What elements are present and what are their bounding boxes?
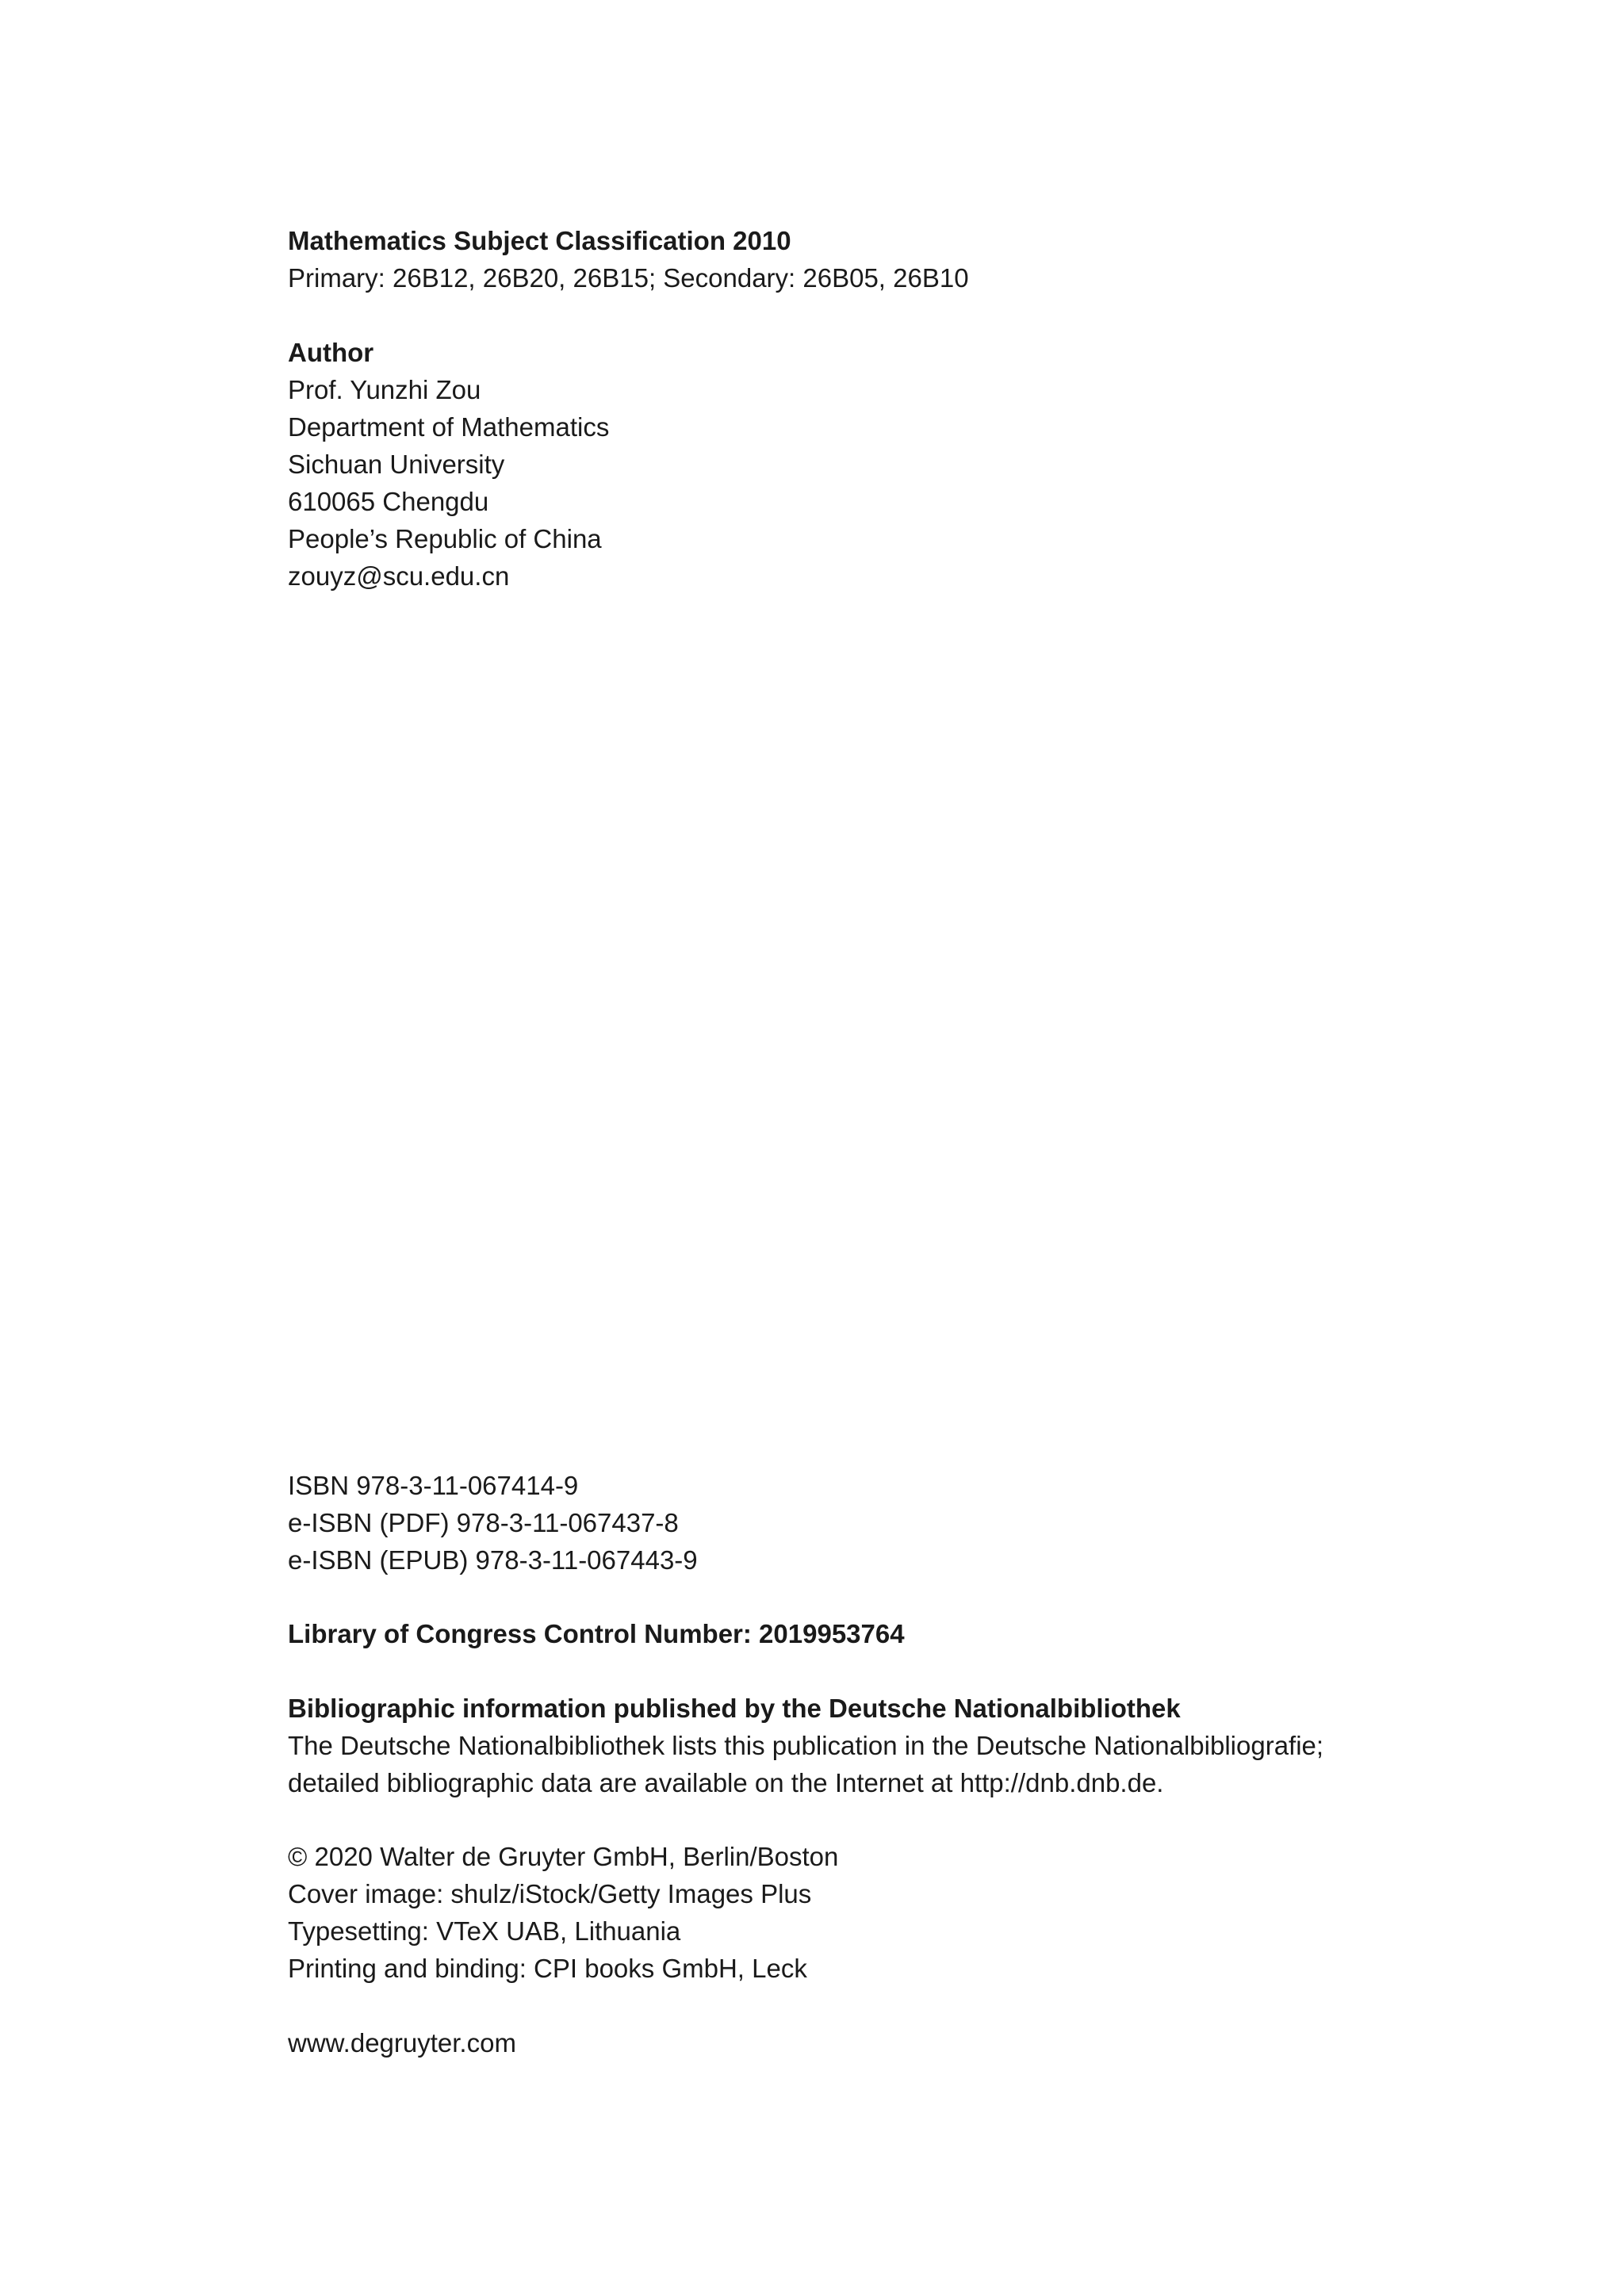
subject-classification-codes: Primary: 26B12, 26B20, 26B15; Secondary: 26B05, 26B10: [288, 263, 969, 293]
subject-classification-block: [288, 222, 1477, 297]
author-block: [288, 334, 1477, 595]
author-department: Department of Mathematics: [288, 412, 610, 442]
printing-credit: Printing and binding: CPI books GmbH, Leck: [288, 1954, 807, 1983]
bibliographic-info-heading: Bibliographic information published by the Deutsche Nationalbibliothek: [288, 1694, 1181, 1723]
author-heading: Author: [288, 338, 374, 367]
author-city: 610065 Chengdu: [288, 487, 489, 516]
library-of-congress-block: [288, 1615, 1477, 1652]
isbn-epub: e-ISBN (EPUB) 978-3-11-067443-9: [288, 1545, 698, 1575]
author-name: Prof. Yunzhi Zou: [288, 375, 481, 404]
bibliographic-info-block: [288, 1690, 1477, 1801]
cover-image-credit: Cover image: shulz/iStock/Getty Images Plus: [288, 1879, 812, 1908]
author-country: People’s Republic of China: [288, 524, 602, 553]
subject-classification-heading: Mathematics Subject Classification 2010: [288, 226, 791, 255]
copyright-block: [288, 1838, 1477, 1987]
website-block: [288, 2024, 1477, 2061]
copyright-notice: © 2020 Walter de Gruyter GmbH, Berlin/Boston: [288, 1842, 839, 1871]
publisher-website: www.degruyter.com: [288, 2028, 516, 2058]
isbn-print: ISBN 978-3-11-067414-9: [288, 1471, 579, 1500]
library-of-congress-number: Library of Congress Control Number: 2019953764: [288, 1619, 905, 1648]
author-university: Sichuan University: [288, 450, 505, 479]
author-email: zouyz@scu.edu.cn: [288, 561, 510, 591]
bibliographic-info-line-2: detailed bibliographic data are available on the Internet at http://dnb.dnb.de.: [288, 1768, 1164, 1797]
isbn-pdf: e-ISBN (PDF) 978-3-11-067437-8: [288, 1508, 679, 1537]
isbn-block: [288, 1467, 1477, 1579]
bibliographic-info-line-1: The Deutsche Nationalbibliothek lists this publication in the Deutsche Nationalbibliografie;: [288, 1731, 1324, 1760]
typesetting-credit: Typesetting: VTeX UAB, Lithuania: [288, 1916, 681, 1946]
